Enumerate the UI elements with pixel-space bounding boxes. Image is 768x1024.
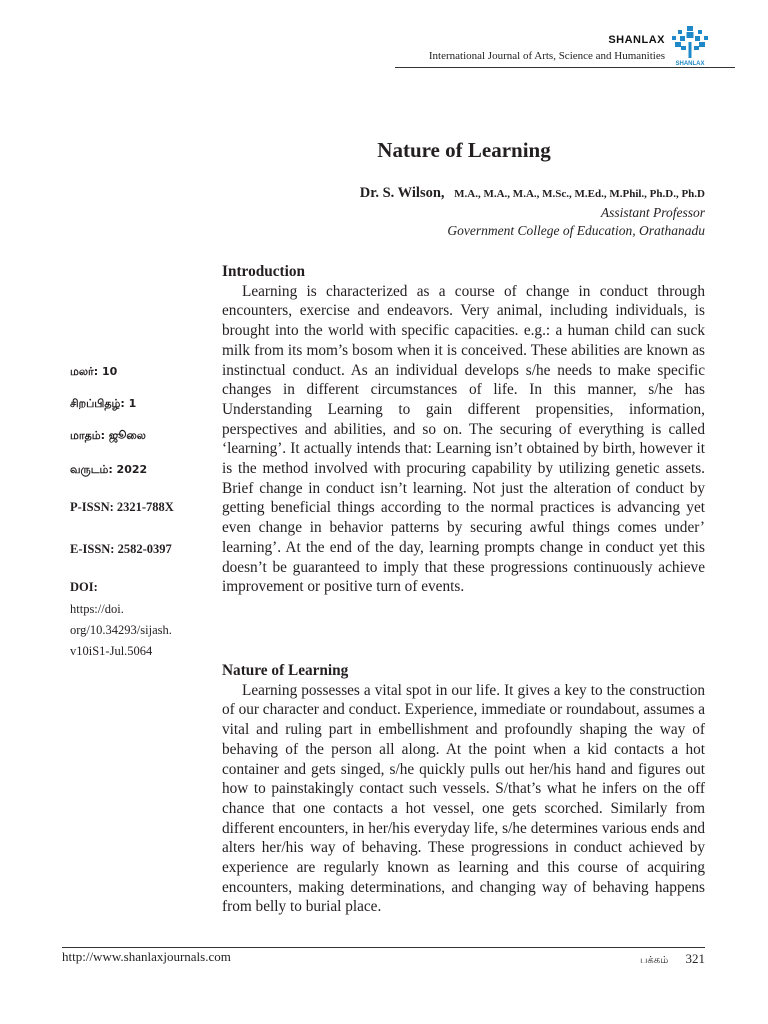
volume-label: மலர்: 10 bbox=[70, 365, 118, 378]
page-label: பக்கம் bbox=[639, 955, 669, 966]
doi-link-line-1[interactable]: https://doi. bbox=[70, 602, 124, 616]
author-name: Dr. S. Wilson, bbox=[359, 185, 445, 201]
page-number-block bbox=[640, 951, 705, 967]
article-title: Nature of Learning bbox=[377, 138, 551, 162]
author-position: Assistant Professor bbox=[600, 205, 705, 220]
introduction-heading: Introduction bbox=[222, 263, 306, 280]
author-institution: Government College of Education, Orathanadu bbox=[447, 223, 705, 238]
introduction-paragraph: Learning is characterized as a course of change in conduct through encounters, exercise and endeavors. Very animal, including individuals, is brought into the world with specific capacities. e.g.: a human child can suck milk from its mom’s bosom when it is conceived. These abilities are known as instinctual conduct. As an individual develops s/he needs to make specific changes in different circumstances of life. In this manner, s/he has Understanding Learning to gain different propensities, information, perspectives and abilities, and so on. The securing of everything is called ‘learning’. It actually intends that: Learning isn’t obtained by birth, however it is the method involved with procuring capability by utilizing genetic assets. Brief change in conduct isn’t learning. Not just the alteration of conduct by getting beneficial things according to the normal practices is advancing yet even change in behavior patterns by securing awful things comes under’ learning’. At the end of the day, learning prompts change in conduct yet this doesn’t be guaranteed to imply that these progressions continuously achieve improvement or positive turn of events. bbox=[222, 282, 705, 596]
doi-link-line-2[interactable]: org/10.34293/sijash. bbox=[70, 623, 172, 637]
shanlax-tree-logo-icon bbox=[672, 24, 708, 70]
doi-label: DOI: bbox=[70, 580, 98, 594]
issue-label: சிறப்பிதழ்: 1 bbox=[70, 397, 137, 410]
year-label: வருடம்: 2022 bbox=[70, 463, 148, 476]
publisher-brand: SHANLAX bbox=[608, 34, 665, 46]
page-number: 321 bbox=[685, 951, 705, 966]
nature-of-learning-section bbox=[222, 661, 705, 917]
electronic-issn: E-ISSN: 2582-0397 bbox=[70, 542, 172, 556]
doi-link-line-3[interactable]: v10iS1-Jul.5064 bbox=[70, 644, 153, 658]
journal-name: International Journal of Arts, Science and Humanities bbox=[428, 50, 665, 62]
month-label: மாதம்: ஜூலை bbox=[70, 429, 146, 442]
footer-divider bbox=[62, 947, 705, 948]
author-degrees: M.A., M.A., M.A., M.Sc., M.Ed., M.Phil., Ph.D., Ph.D bbox=[454, 188, 705, 200]
nature-of-learning-paragraph: Learning possesses a vital spot in our life. It gives a key to the construction of our character and conduct. Experience, immediate or roundabout, assumes a vital and ruling part in embellishment and profoundly shaping the way of behaving of the person all along. At the point when a kid contacts a hot container and gets singed, s/he quickly pulls out her/his hand and figures out how to painstakingly contact such vessels. S/that’s what he infers on the off chance that one contacts a hot vessel, one gets scorched. Similarly from different encounters, in her/his everyday life, s/he determines various ends and alters her/his way of behaving. These progressions in conduct achieved by experience are regularly known as learning and this course of acquiring encounters, making determinations, and changing way of behaving happens from belly to burial place. bbox=[222, 681, 705, 916]
author-line bbox=[360, 185, 705, 202]
journal-website-link[interactable]: http://www.shanlaxjournals.com bbox=[62, 949, 231, 964]
nature-of-learning-heading: Nature of Learning bbox=[222, 662, 349, 679]
introduction-section bbox=[222, 262, 705, 597]
logo-wordmark: SHANLAX bbox=[675, 61, 705, 67]
print-issn: P-ISSN: 2321-788X bbox=[70, 500, 174, 514]
